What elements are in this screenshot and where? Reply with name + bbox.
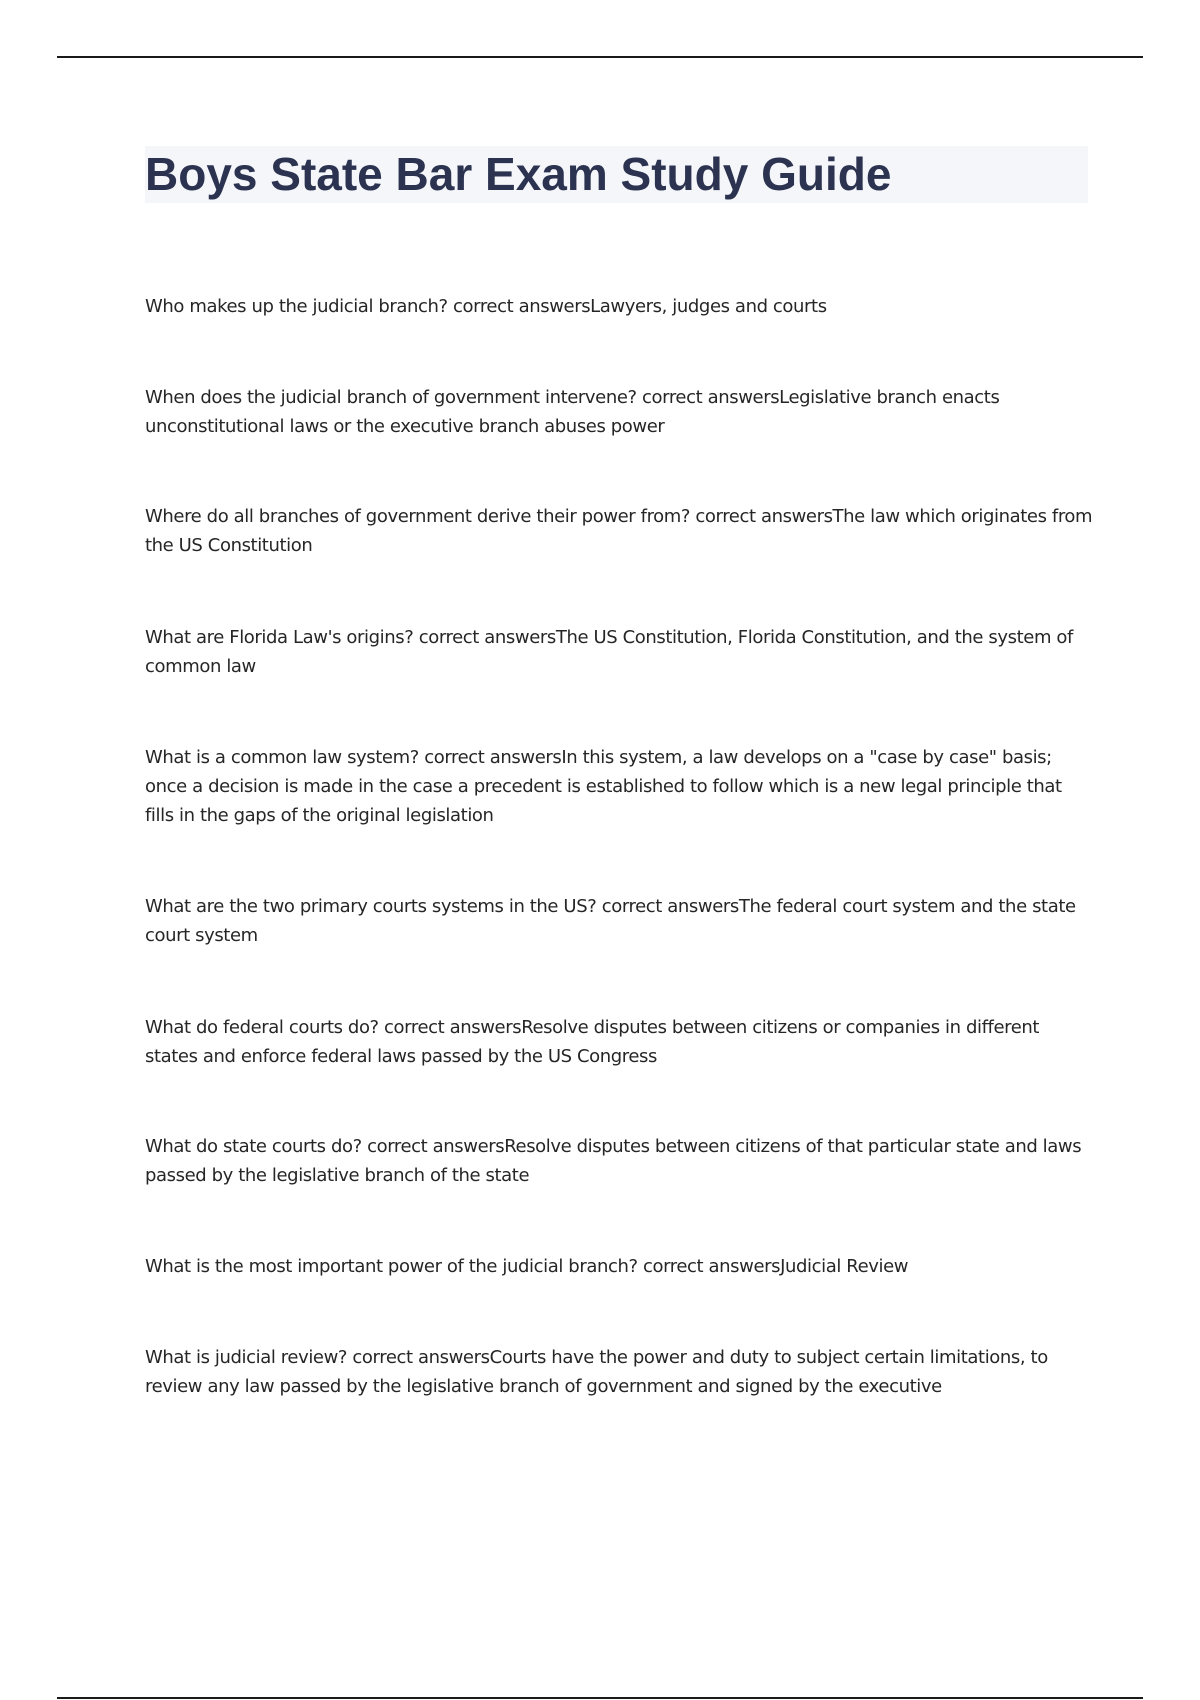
answer-label: correct answers <box>642 1256 781 1277</box>
qa-item <box>145 502 1095 560</box>
qa-item <box>145 1013 1095 1071</box>
qa-item <box>145 623 1095 681</box>
question-text: What is a common law system? <box>145 747 419 768</box>
question-text: Who makes up the judicial branch? <box>145 296 448 317</box>
top-rule <box>57 56 1143 58</box>
answer-text: The law which originates from the US Constitution <box>145 506 1093 556</box>
answer-label: correct answers <box>642 387 780 408</box>
question-text: Where do all branches of government derive their power from? <box>145 506 691 527</box>
answer-text: In this system, a law develops on a "case by case" basis; once a decision is made in the case a precedent is established to follow which is a new legal principle that fills in the gaps of the original legislation <box>145 747 1062 826</box>
qa-item <box>145 383 1095 441</box>
bottom-rule <box>57 1697 1143 1699</box>
answer-label: correct answers <box>418 627 556 648</box>
answer-label: correct answers <box>352 1347 490 1368</box>
qa-item <box>145 1252 1095 1281</box>
question-text: What are the two primary courts systems in the US? <box>145 896 597 917</box>
answer-label: correct answers <box>384 1017 522 1038</box>
answer-label: correct answers <box>453 296 591 317</box>
qa-item <box>145 1132 1095 1190</box>
qa-item <box>145 1343 1095 1401</box>
question-text: What do federal courts do? <box>145 1017 379 1038</box>
question-text: What are Florida Law's origins? <box>145 627 414 648</box>
answer-text: Legislative branch enacts unconstitutional laws or the executive branch abuses power <box>145 387 1000 437</box>
answer-label: correct answers <box>424 747 562 768</box>
question-text: What do state courts do? <box>145 1136 362 1157</box>
answer-text: Courts have the power and duty to subject certain limitations, to review any law passed by the legislative branch of government and signed by the executive <box>145 1347 1048 1397</box>
answer-label: correct answers <box>601 896 739 917</box>
answer-text: Lawyers, judges and courts <box>590 296 827 317</box>
question-text: What is the most important power of the judicial branch? <box>145 1256 638 1277</box>
question-text: When does the judicial branch of government intervene? <box>145 387 637 408</box>
answer-label: correct answers <box>695 506 833 527</box>
question-text: What is judicial review? <box>145 1347 348 1368</box>
answer-text: The federal court system and the state court system <box>145 896 1076 946</box>
answer-label: correct answers <box>367 1136 505 1157</box>
qa-item <box>145 892 1095 950</box>
page-title: Boys State Bar Exam Study Guide <box>145 148 892 200</box>
answer-text: Resolve disputes between citizens or companies in different states and enforce federal laws passed by the US Congress <box>145 1017 1040 1067</box>
qa-item <box>145 743 1095 830</box>
answer-text: Resolve disputes between citizens of that particular state and laws passed by the legislative branch of the state <box>145 1136 1082 1186</box>
answer-text: The US Constitution, Florida Constitution, and the system of common law <box>145 627 1073 677</box>
qa-item <box>145 292 1095 321</box>
answer-text: Judicial Review <box>780 1256 909 1277</box>
